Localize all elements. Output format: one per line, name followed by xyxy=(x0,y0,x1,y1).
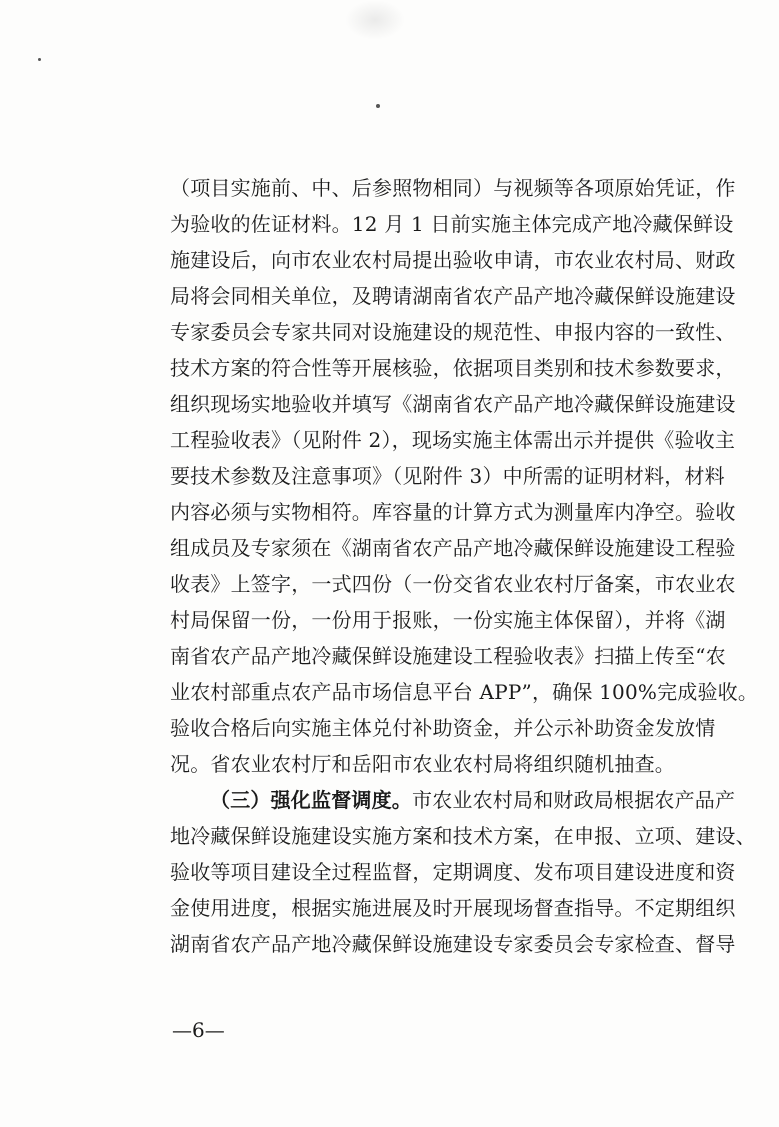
text-line: 内容必须与实物相符。库容量的计算方式为测量库内净空。验收 xyxy=(170,500,736,524)
page-number: —6— xyxy=(172,1018,225,1042)
text-line: 技术方案的符合性等开展核验，依据项目类别和技术参数要求， xyxy=(170,356,736,380)
section-3-heading: （三）强化监督调度。 xyxy=(210,788,412,812)
text-line: 收表》上签字，一式四份（一份交省农业农村厅备案，市农业农 xyxy=(170,572,736,596)
text-line: 施建设后，向市农业农村局提出验收申请，市农业农村局、财政 xyxy=(170,248,736,272)
text-line: 况。省农业农村厅和岳阳市农业农村局将组织随机抽查。 xyxy=(170,752,675,776)
body-text xyxy=(170,170,759,962)
text-line: 金使用进度，根据实施进展及时开展现场督查指导。不定期组织 xyxy=(170,896,736,920)
text-line: 地冷藏保鲜设施建设实施方案和技术方案，在申报、立项、建设、 xyxy=(170,824,756,848)
text-line: 为验收的佐证材料。12 月 1 日前实施主体完成产地冷藏保鲜设 xyxy=(170,212,734,236)
text-line: 局将会同相关单位，及聘请湖南省农产品产地冷藏保鲜设施建设 xyxy=(170,284,736,308)
text-line: 验收等项目建设全过程监督，定期调度、发布项目建设进度和资 xyxy=(170,860,736,884)
text-line: 组织现场实地验收并填写《湖南省农产品产地冷藏保鲜设施建设 xyxy=(170,392,736,416)
text-line: 湖南省农产品产地冷藏保鲜设施建设专家委员会专家检查、督导 xyxy=(170,932,736,956)
text-line: 组成员及专家须在《湖南省农产品产地冷藏保鲜设施建设工程验 xyxy=(170,536,736,560)
text-line: 验收合格后向实施主体兑付补助资金，并公示补助资金发放情 xyxy=(170,716,716,740)
scan-speck xyxy=(376,104,380,108)
text-line: 工程验收表》（见附件 2），现场实施主体需出示并提供《验收主 xyxy=(170,428,736,452)
text-line: 南省农产品产地冷藏保鲜设施建设工程验收表》扫描上传至“农 xyxy=(170,644,726,668)
text-line: 要技术参数及注意事项》（见附件 3）中所需的证明材料，材料 xyxy=(170,464,725,488)
text-line: 业农村部重点农产品市场信息平台 APP”，确保 100%完成验收。 xyxy=(170,680,759,704)
text-line: 专家委员会专家共同对设施建设的规范性、申报内容的一致性、 xyxy=(170,320,736,344)
text-line: 村局保留一份，一份用于报账，一份实施主体保留），并将《湖 xyxy=(170,608,726,632)
section-3-first-line xyxy=(170,782,750,818)
scan-speck xyxy=(38,58,41,61)
section-3-first-text: 市农业农村局和财政局根据农产品产 xyxy=(412,788,736,812)
scan-artifact xyxy=(345,0,405,40)
text-line: （项目实施前、中、后参照物相同）与视频等各项原始凭证，作 xyxy=(170,176,736,200)
